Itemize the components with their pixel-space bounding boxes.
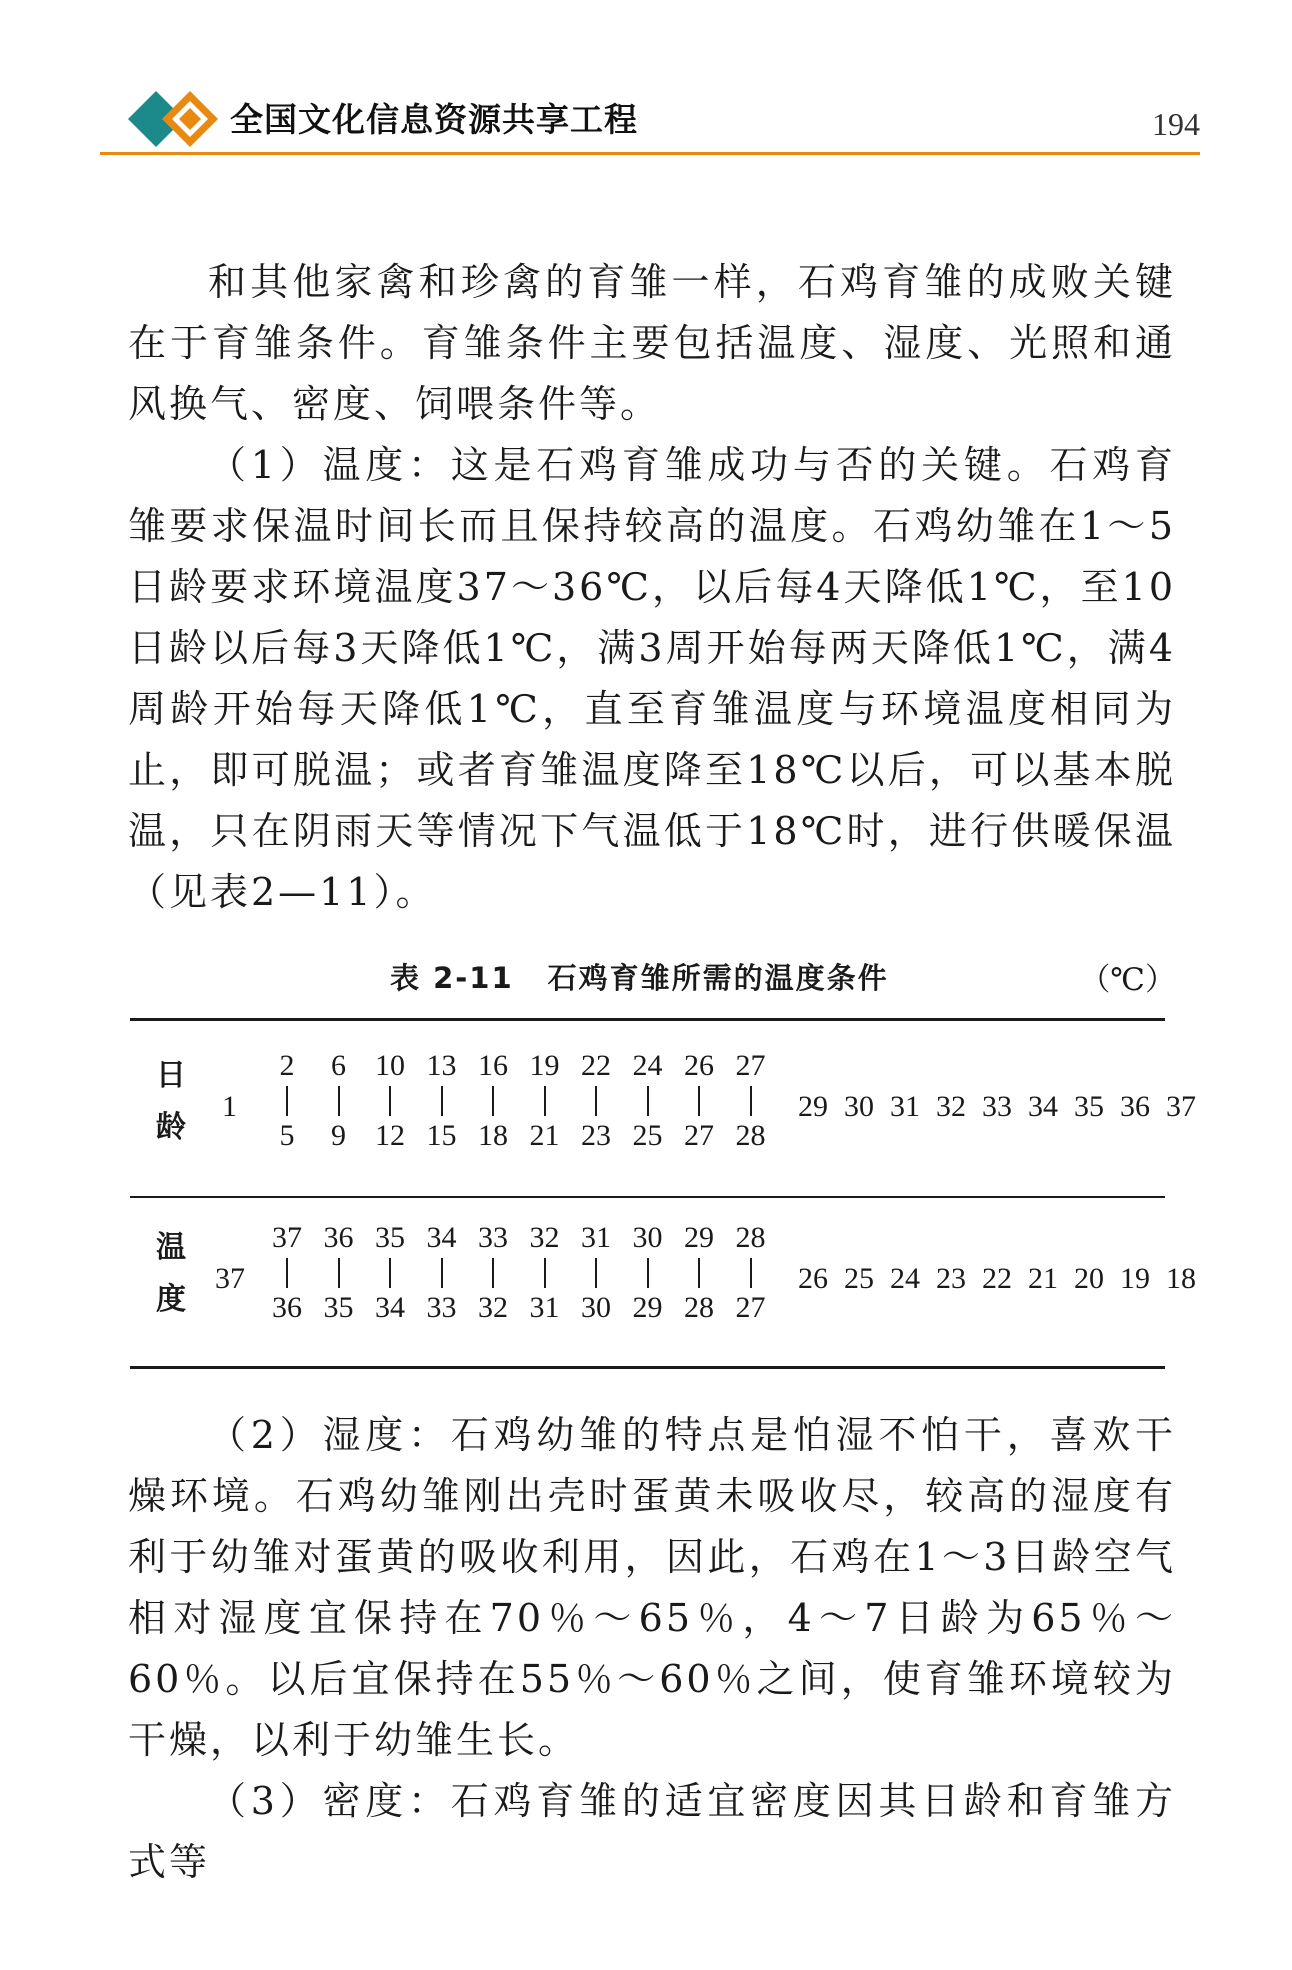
body-text-top xyxy=(128,252,1176,923)
header-rule xyxy=(100,152,1200,155)
temperature-range-end: 30 xyxy=(581,1291,611,1324)
temperature-value-cell: 19 xyxy=(1120,1262,1150,1295)
temperature-range-start: 36 xyxy=(323,1221,354,1254)
range-connector xyxy=(492,1258,494,1288)
table-title-text: 石鸡育雏所需的温度条件 xyxy=(547,961,889,995)
temperature-range xyxy=(677,1220,721,1326)
age-range-end: 15 xyxy=(426,1119,457,1152)
age-range-end: 12 xyxy=(375,1119,405,1152)
age-range-start: 2 xyxy=(279,1049,295,1082)
temperature-range xyxy=(368,1220,412,1326)
body-text-bottom xyxy=(128,1405,1176,1893)
range-connector xyxy=(698,1258,700,1288)
range-connector xyxy=(750,1086,752,1116)
table-unit: （℃） xyxy=(1079,962,1176,998)
age-range xyxy=(626,1048,670,1154)
age-range-end: 27 xyxy=(684,1119,714,1152)
age-range-end: 5 xyxy=(279,1119,295,1152)
age-day-cell: 37 xyxy=(1166,1090,1196,1123)
temperature-range xyxy=(729,1220,773,1326)
temperature-range-end: 35 xyxy=(323,1291,354,1324)
age-range xyxy=(523,1048,567,1154)
age-day-cell: 35 xyxy=(1074,1090,1104,1123)
temperature-range xyxy=(420,1220,464,1326)
table-row-age xyxy=(130,1048,1196,1178)
table-top-rule xyxy=(130,1018,1165,1021)
temperature-range-start: 30 xyxy=(632,1221,663,1254)
range-connector xyxy=(492,1086,494,1116)
age-range xyxy=(574,1048,618,1154)
temperature-value-cell: 22 xyxy=(982,1262,1012,1295)
temperature-value-cell: 21 xyxy=(1028,1262,1058,1295)
range-connector xyxy=(286,1086,288,1116)
table-caption xyxy=(128,952,1176,1000)
row-label-char: 龄 xyxy=(156,1110,186,1145)
age-day-cell: 33 xyxy=(982,1090,1012,1123)
age-range xyxy=(317,1048,361,1154)
temperature-range-end: 32 xyxy=(478,1291,508,1324)
temperature-range xyxy=(471,1220,515,1326)
age-range xyxy=(368,1048,412,1154)
range-connector xyxy=(595,1086,597,1116)
range-connector xyxy=(338,1258,340,1288)
range-connector xyxy=(647,1258,649,1288)
age-range-start: 26 xyxy=(684,1049,714,1082)
table-row-temperature xyxy=(130,1220,1196,1350)
age-day-cell: 29 xyxy=(798,1090,828,1123)
age-range-end: 23 xyxy=(581,1119,611,1152)
age-range xyxy=(265,1048,309,1154)
range-connector xyxy=(441,1086,443,1116)
page-number: 194 xyxy=(1152,106,1200,142)
row-label-char: 温 xyxy=(156,1230,186,1265)
age-range-end: 9 xyxy=(331,1119,346,1152)
row-label-char: 度 xyxy=(156,1282,186,1317)
age-range-start: 24 xyxy=(632,1049,663,1082)
paragraph-density: （3）密度：石鸡育雏的适宜密度因其日龄和育雏方式等 xyxy=(128,1779,1176,1884)
temperature-range xyxy=(626,1220,670,1326)
row-label-temperature xyxy=(156,1222,192,1326)
age-range-start: 16 xyxy=(478,1049,508,1082)
range-connector xyxy=(389,1258,391,1288)
temperature-range-end: 28 xyxy=(684,1291,714,1324)
temperature-single: 37 xyxy=(215,1262,245,1295)
paragraph-humidity: （2）湿度：石鸡幼雏的特点是怕湿不怕干，喜欢干燥环境。石鸡幼雏刚出壳时蛋黄未吸收尽，较高的湿度有利于幼雏对蛋黄的吸收利用，因此，石鸡在1～3日龄空气相对湿度宜保持在70％～65％，4～7日龄为65％～60％。以后宜保持在55％～60％之间，使育雏环境较为干燥，以利于幼雏生长。 xyxy=(128,1413,1176,1762)
table-number: 表 2-11 xyxy=(390,961,514,995)
age-range xyxy=(471,1048,515,1154)
temperature-value-cell: 20 xyxy=(1074,1262,1104,1295)
age-range-start: 19 xyxy=(529,1049,560,1082)
age-single: 1 xyxy=(222,1090,237,1123)
range-connector xyxy=(389,1086,391,1116)
temperature-range-end: 34 xyxy=(375,1291,405,1324)
range-connector xyxy=(544,1086,546,1116)
age-range-start: 10 xyxy=(375,1049,405,1082)
temperature-range-start: 33 xyxy=(478,1221,508,1254)
temperature-value-cell: 24 xyxy=(890,1262,920,1295)
temperature-value-cell: 23 xyxy=(936,1262,966,1295)
temperature-value-cell: 18 xyxy=(1166,1262,1196,1295)
range-connector xyxy=(647,1086,649,1116)
range-connector xyxy=(286,1258,288,1288)
temperature-range-start: 28 xyxy=(735,1221,766,1254)
paragraph-intro: 和其他家禽和珍禽的育雏一样，石鸡育雏的成败关键在于育雏条件。育雏条件主要包括温度、湿度、光照和通风换气、密度、饲喂条件等。 xyxy=(128,260,1176,426)
range-connector xyxy=(338,1086,340,1116)
temperature-range-end: 27 xyxy=(735,1291,766,1324)
paragraph-temperature: （1）温度：这是石鸡育雏成功与否的关键。石鸡育雏要求保温时间长而且保持较高的温度。石鸡幼雏在1～5日龄要求环境温度37～36℃，以后每4天降低1℃，至10日龄以后每3天降低1℃，满3周开始每两天降低1℃，满4周龄开始每天降低1℃，直至育雏温度与环境温度相同为止，即可脱温；或者育雏温度降至18℃以后，可以基本脱温，只在阴雨天等情况下气温低于18℃时，进行供暖保温（见表2—11）。 xyxy=(128,443,1176,914)
age-range-end: 18 xyxy=(478,1119,508,1152)
logo-icon xyxy=(126,84,226,154)
age-day-cell: 32 xyxy=(936,1090,966,1123)
range-connector xyxy=(698,1086,700,1116)
range-connector xyxy=(441,1258,443,1288)
age-range xyxy=(729,1048,773,1154)
temperature-range-end: 33 xyxy=(426,1291,457,1324)
age-range-start: 22 xyxy=(581,1049,611,1082)
temperature-value-cell: 25 xyxy=(844,1262,874,1295)
row-label-age xyxy=(156,1050,192,1154)
age-range-start: 27 xyxy=(735,1049,766,1082)
temperature-value-cell: 26 xyxy=(798,1262,828,1295)
table-mid-rule xyxy=(130,1196,1165,1198)
row-label-char: 日 xyxy=(156,1058,186,1093)
table-bottom-rule xyxy=(130,1366,1165,1369)
temperature-range-end: 36 xyxy=(272,1291,302,1324)
temperature-range-start: 35 xyxy=(375,1221,405,1254)
range-connector xyxy=(544,1258,546,1288)
temperature-range xyxy=(574,1220,618,1326)
age-range-start: 13 xyxy=(426,1049,457,1082)
age-day-cell: 31 xyxy=(890,1090,920,1123)
temperature-range xyxy=(523,1220,567,1326)
age-day-cell: 30 xyxy=(844,1090,874,1123)
age-range-start: 6 xyxy=(331,1049,346,1082)
brand-title: 全国文化信息资源共享工程 xyxy=(230,100,638,139)
temperature-range-start: 34 xyxy=(426,1221,457,1254)
temperature-range xyxy=(265,1220,309,1326)
age-range-end: 25 xyxy=(632,1119,663,1152)
temperature-range-start: 29 xyxy=(684,1221,714,1254)
temperature-range xyxy=(317,1220,361,1326)
age-day-cell: 36 xyxy=(1120,1090,1150,1123)
age-range xyxy=(420,1048,464,1154)
temperature-range-start: 37 xyxy=(272,1221,302,1254)
age-range-end: 21 xyxy=(529,1119,560,1152)
range-connector xyxy=(595,1258,597,1288)
table-title xyxy=(390,956,889,997)
range-connector xyxy=(750,1258,752,1288)
temperature-range-end: 29 xyxy=(632,1291,663,1324)
age-range-end: 28 xyxy=(735,1119,766,1152)
age-range xyxy=(677,1048,721,1154)
temperature-range-start: 32 xyxy=(529,1221,560,1254)
temperature-range-end: 31 xyxy=(529,1291,560,1324)
page-header xyxy=(100,78,1200,158)
age-day-cell: 34 xyxy=(1028,1090,1058,1123)
temperature-range-start: 31 xyxy=(581,1221,611,1254)
